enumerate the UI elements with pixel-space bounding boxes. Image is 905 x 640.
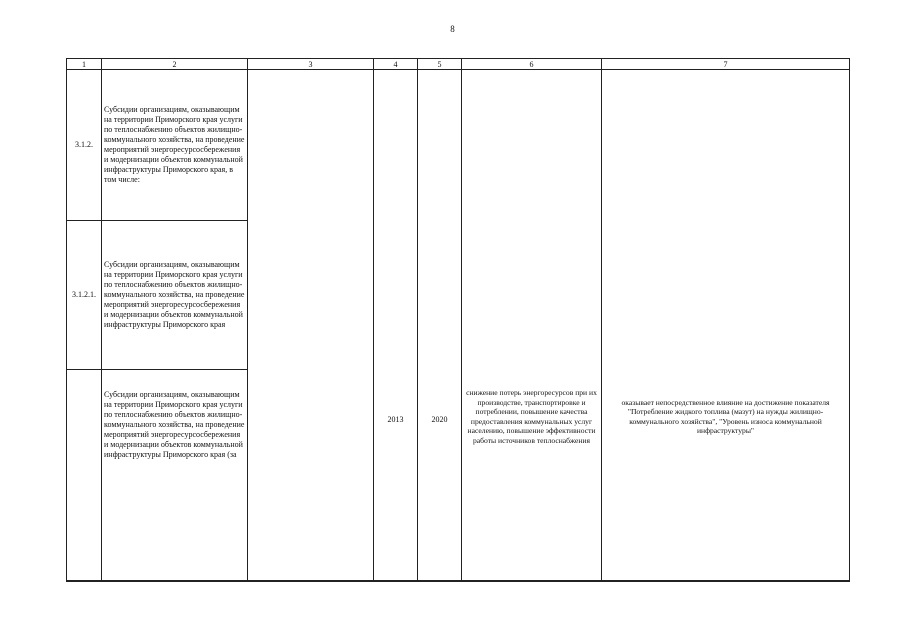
start-year bbox=[374, 70, 418, 582]
program-activities-table bbox=[66, 58, 850, 585]
row-code: 3.1.2.1. bbox=[67, 221, 102, 370]
start-year-value: 2013 bbox=[387, 415, 404, 424]
table-row bbox=[67, 70, 850, 221]
column-header-4: 4 bbox=[374, 59, 418, 70]
column-header-2: 2 bbox=[102, 59, 248, 70]
column-header-1: 1 bbox=[67, 59, 102, 70]
column-header-5: 5 bbox=[418, 59, 462, 70]
responsible-cell bbox=[248, 70, 374, 582]
end-year-value: 2020 bbox=[431, 415, 448, 424]
row-code: 3.1.2. bbox=[67, 70, 102, 221]
table-bottom-rule bbox=[67, 581, 850, 585]
expected-result-text: снижение потерь энергоресурсов при их производстве, транспортировке и потреблении, повышение качества предоставления коммунальных услуг населению, повышение эффективности работы источников теплоснабжения bbox=[466, 388, 597, 445]
page-number: 8 bbox=[450, 24, 455, 34]
column-header-7: 7 bbox=[602, 59, 850, 70]
row-name: Субсидии организациям, оказывающим на территории Приморского края услуги по теплоснабжению объектов жилищно-коммунального хозяйства, на проведение мероприятий энергоресурсосбережения и модернизации объектов коммунальной инфраструктуры Приморского края, в том числе: bbox=[102, 70, 248, 221]
expected-result-cell bbox=[462, 70, 602, 582]
row-code bbox=[67, 370, 102, 582]
row-name: Субсидии организациям, оказывающим на территории Приморского края услуги по теплоснабжению объектов жилищно-коммунального хозяйства, на проведение мероприятий энергоресурсосбережения и модернизации объектов коммунальной инфраструктуры Приморского края bbox=[102, 221, 248, 370]
indicator-link-text: оказывает непосредственное влияние на достижение показателя "Потребление жидкого топлива (мазут) на нужды жилищно-коммунального хозяйства", "Уровень износа коммунальной инфраструктуры" bbox=[621, 397, 830, 435]
end-year bbox=[418, 70, 462, 582]
indicator-link-cell bbox=[602, 70, 850, 582]
column-header-6: 6 bbox=[462, 59, 602, 70]
column-header-3: 3 bbox=[248, 59, 374, 70]
header-row bbox=[67, 59, 850, 70]
row-name: Субсидии организациям, оказывающим на территории Приморского края услуги по теплоснабжению объектов жилищно-коммунального хозяйства, на проведение мероприятий энергоресурсосбережения и модернизации объектов коммунальной инфраструктуры Приморского края (за bbox=[102, 370, 248, 582]
